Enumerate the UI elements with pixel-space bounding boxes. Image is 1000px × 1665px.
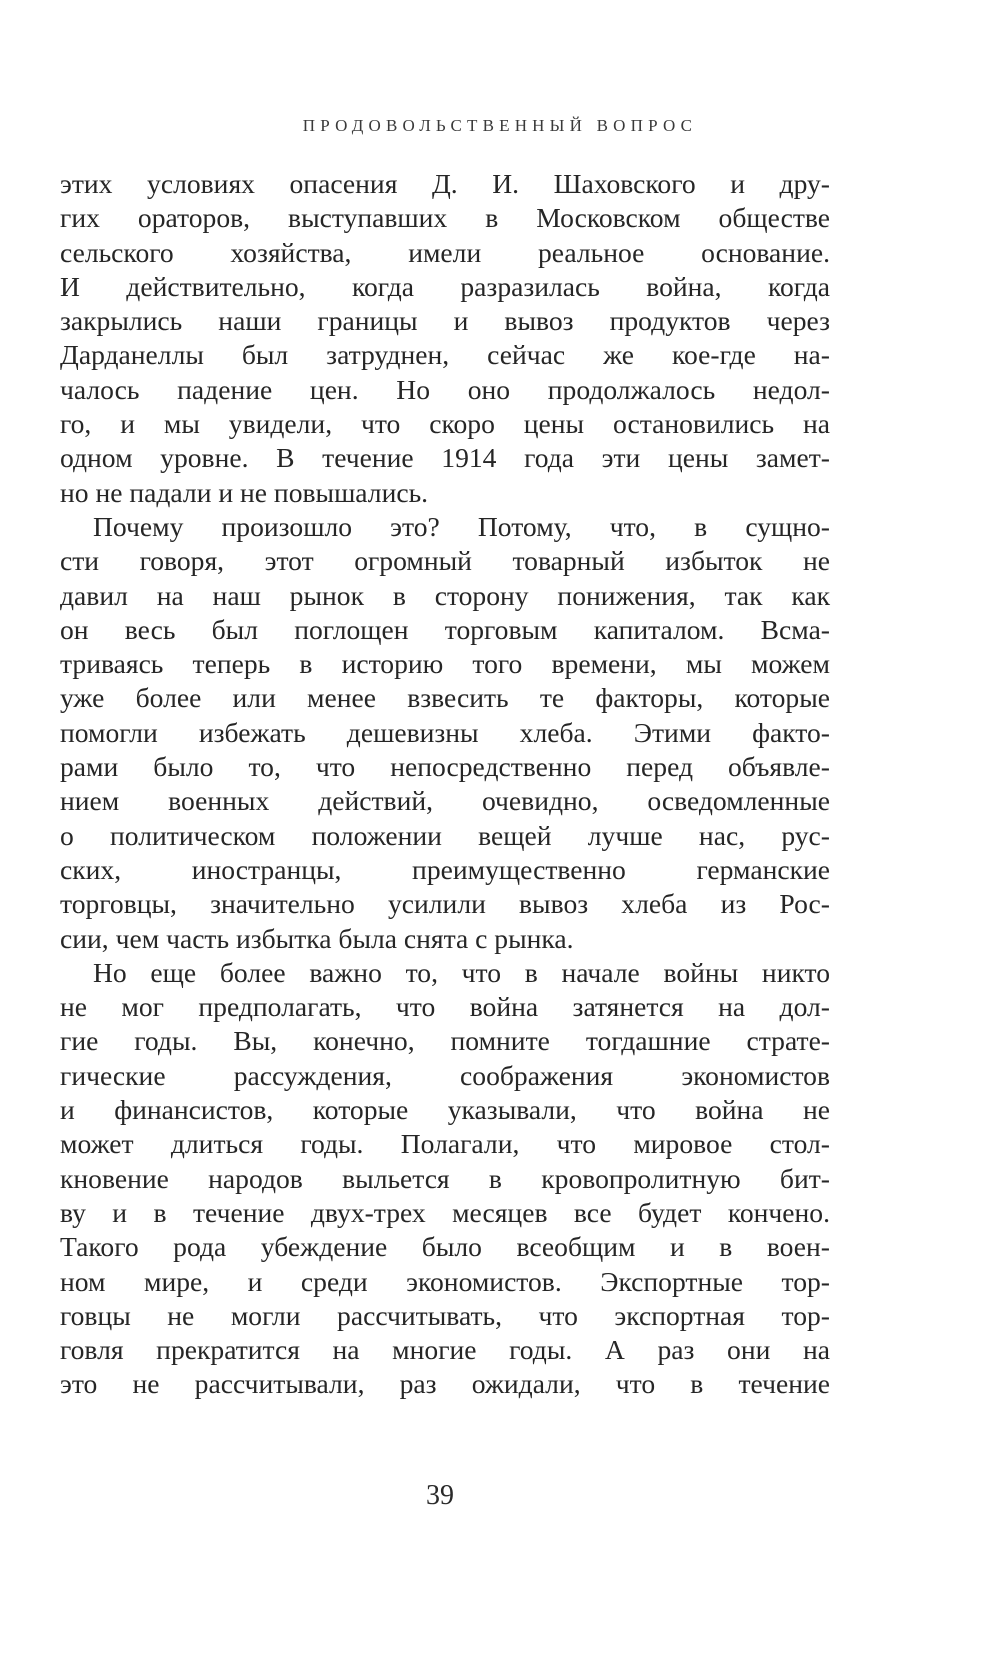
text-line: чалось падение цен. Но оно продолжалось недол- [60, 373, 830, 405]
text-line: гих ораторов, выступавших в Московском обществе [60, 202, 830, 234]
text-line: И действительно, когда разразилась война, когда [60, 270, 830, 302]
text-line: это не рассчитывали, раз ожидали, что в течение [60, 1368, 830, 1400]
text-line: нием военных действий, очевидно, осведомленные [60, 785, 830, 817]
text-line: Почему произошло это? Потому, что, в сущно- [93, 510, 830, 542]
text-line: сии, чем часть избытка была снята с рынка. [60, 922, 574, 954]
text-line: сти говоря, этот огромный товарный избыток не [60, 545, 830, 577]
text-line: Дарданеллы был затруднен, сейчас же кое-где на- [60, 339, 830, 371]
text-line: ву и в течение двух-трех месяцев все будет кончено. [60, 1196, 830, 1228]
text-line: говля прекратится на многие годы. А раз они на [60, 1334, 830, 1366]
text-line: он весь был поглощен торговым капиталом. Всма- [60, 613, 830, 645]
text-line: но не падали и не повышались. [60, 476, 429, 508]
text-line: помогли избежать дешевизны хлеба. Этими факто- [60, 716, 830, 748]
text-line: гие годы. Вы, конечно, помните тогдашние страте- [60, 1025, 830, 1057]
text-line: закрылись наши границы и вывоз продуктов через [60, 305, 830, 337]
paragraph-2 [60, 510, 830, 956]
text-line: одном уровне. В течение 1914 года эти цены замет- [60, 442, 830, 474]
paragraph-3 [60, 956, 830, 1402]
text-line: торговцы, значительно усилили вывоз хлеба из Рос- [60, 888, 830, 920]
text-line: давил на наш рынок в сторону понижения, так как [60, 579, 830, 611]
text-line: го, и мы увидели, что скоро цены остановились на [60, 408, 830, 440]
text-line: гические рассуждения, соображения экономистов [60, 1059, 830, 1091]
text-line: может длиться годы. Полагали, что мировое стол- [60, 1128, 830, 1160]
text-line: этих условиях опасения Д. И. Шаховского и дру- [60, 168, 830, 199]
text-line: о политическом положении вещей лучше нас, рус- [60, 819, 830, 851]
text-line: кновение народов выльется в кровопролитную бит- [60, 1162, 830, 1194]
text-line: ном мире, и среди экономистов. Экспортные тор- [60, 1265, 830, 1297]
text-line: и финансистов, которые указывали, что война не [60, 1094, 830, 1126]
text-line: не мог предполагать, что война затянется на дол- [60, 991, 830, 1023]
text-line: говцы не могли рассчитывать, что экспортная тор- [60, 1299, 830, 1331]
running-head: ПРОДОВОЛЬСТВЕННЫЙ ВОПРОС [302, 116, 698, 135]
page-number: 39 [426, 1480, 454, 1511]
text-line: Такого рода убеждение было всеобщим и в воен- [60, 1231, 830, 1263]
text-line: сельского хозяйства, имели реальное основание. [60, 236, 830, 268]
text-line: триваясь теперь в историю того времени, мы можем [60, 648, 830, 680]
text-line: Но еще более важно то, что в начале войны никто [93, 956, 830, 988]
text-line: ских, иностранцы, преимущественно германские [60, 853, 830, 885]
body-text [60, 167, 830, 1402]
text-line: рами было то, что непосредственно перед объявле- [60, 751, 830, 783]
text-line: уже более или менее взвесить те факторы, которые [60, 682, 830, 714]
paragraph-1 [60, 167, 830, 510]
